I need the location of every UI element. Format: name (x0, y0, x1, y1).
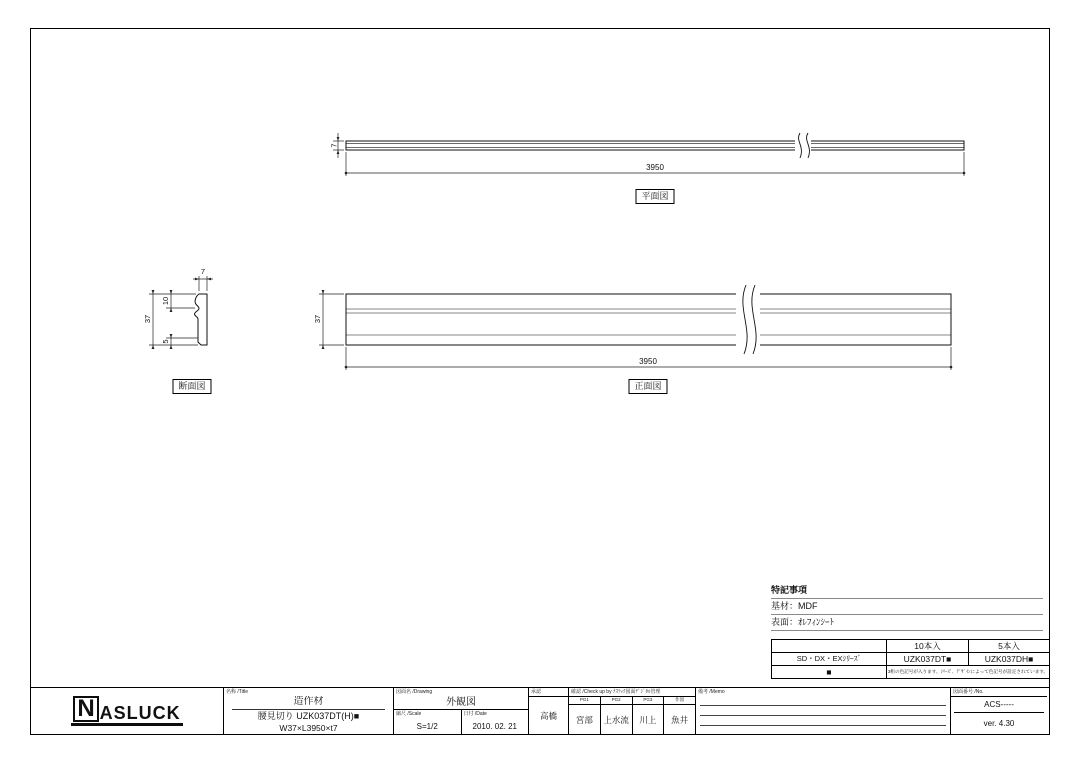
section-profile (195, 294, 208, 345)
drawing-number: ACS----- (954, 697, 1044, 713)
checker-column (633, 697, 665, 734)
nasluck-logo (71, 696, 182, 725)
checker-column (569, 697, 601, 734)
plan-view-label: 平面図 (635, 189, 674, 204)
checker-name: 魚井 (671, 714, 689, 725)
spec-empty-header (772, 640, 887, 653)
memo-section (696, 688, 951, 734)
notes-title: 特記事項 (771, 583, 1043, 599)
logo-wordmark: ASLUCK (99, 702, 181, 723)
notes-surface: 表面：ｵﾚﾌｨﾝｼｰﾄ (771, 615, 1043, 631)
table-row (772, 666, 1050, 679)
product-name-section (224, 688, 394, 734)
checker-name: 宮部 (575, 714, 593, 725)
scale-cell (394, 710, 462, 734)
scale-value: S=1/2 (416, 721, 438, 731)
notes-base-material: 基材：MDF (771, 599, 1043, 615)
section-dim-lower: 5 (161, 339, 170, 344)
plan-view (330, 133, 966, 176)
drawing-name: 外観図 (394, 696, 528, 710)
front-dim-height: 37 (313, 314, 322, 324)
approval-name: 高橋 (539, 710, 557, 721)
drawing-frame (30, 28, 1050, 735)
section-view-label: 断面図 (172, 379, 211, 394)
logo-n-mark: N (73, 696, 98, 721)
title-block (31, 687, 1049, 734)
drawing-number-header: 図面番号 /No. (951, 688, 1047, 697)
memo-ruled-line (700, 696, 946, 706)
memo-ruled-line (700, 716, 946, 726)
checker-name: 川上 (639, 714, 657, 725)
date-cell (462, 710, 529, 734)
special-notes (771, 583, 1043, 631)
checker-name: 上水流 (603, 714, 629, 725)
checker-column (664, 697, 695, 734)
check-header: 確認 /Check up by ﾅｽﾗｯｸ図面ﾃﾞｼﾞﾀﾙ管理 (569, 688, 695, 697)
spec-header-5pack: 5本入 (969, 640, 1050, 653)
checker-role: 作図 (664, 697, 695, 705)
drawing-name-section (394, 688, 529, 734)
name-header: 名称 /Title (226, 689, 249, 695)
drawing-number-section (951, 688, 1047, 734)
spec-header-10pack: 10本入 (887, 640, 969, 653)
date-value: 2010. 02. 21 (472, 721, 517, 731)
memo-ruled-line (700, 706, 946, 716)
drawing-name-header: 図面名 /Drawing (396, 689, 433, 695)
product-category: 造作材 (293, 695, 324, 707)
checker-role: PG1 (569, 697, 600, 705)
spec-code-5pack: UZK037DH■ (969, 653, 1050, 666)
product-code: 腰見切り UZK037DT(H)■ (257, 710, 360, 721)
scale-header: 縮尺 /Scale (396, 711, 422, 717)
spec-table (771, 639, 1050, 679)
front-dim-length: 3950 (639, 357, 657, 366)
spec-series: SD・DX・EXｼﾘｰｽﾞ (772, 653, 887, 666)
plan-dim-thickness: 7 (329, 143, 339, 148)
spec-color-mark: ■ (772, 666, 887, 679)
product-size: W37×L3950×t7 (279, 723, 338, 734)
checker-role: PG2 (601, 697, 632, 705)
logo-section (31, 688, 224, 734)
table-row (772, 640, 1050, 653)
date-header: 日付 /Date (463, 711, 487, 717)
check-section (569, 688, 696, 734)
spec-code-10pack: UZK037DT■ (887, 653, 969, 666)
table-row (772, 653, 1050, 666)
section-dim-width: 7 (200, 267, 206, 276)
drawing-version: ver. 4.30 (983, 719, 1015, 728)
approval-header: 承認 (529, 688, 568, 697)
memo-header: 備考 /Memo (698, 689, 725, 695)
approval-section (529, 688, 569, 734)
checker-column (601, 697, 633, 734)
plan-dim-length: 3950 (646, 163, 664, 172)
front-view (313, 285, 952, 370)
spec-color-note: 3桁の色記号が入ります。ｼﾘｰｽﾞ、ﾃﾞｻﾞｲﾝによって色記号が設定されています。 (887, 666, 1050, 679)
section-view (143, 267, 213, 349)
checker-role: PG3 (633, 697, 664, 705)
section-dim-height: 37 (143, 314, 152, 324)
section-dim-upper: 10 (161, 296, 170, 306)
front-view-label: 正面図 (628, 379, 667, 394)
